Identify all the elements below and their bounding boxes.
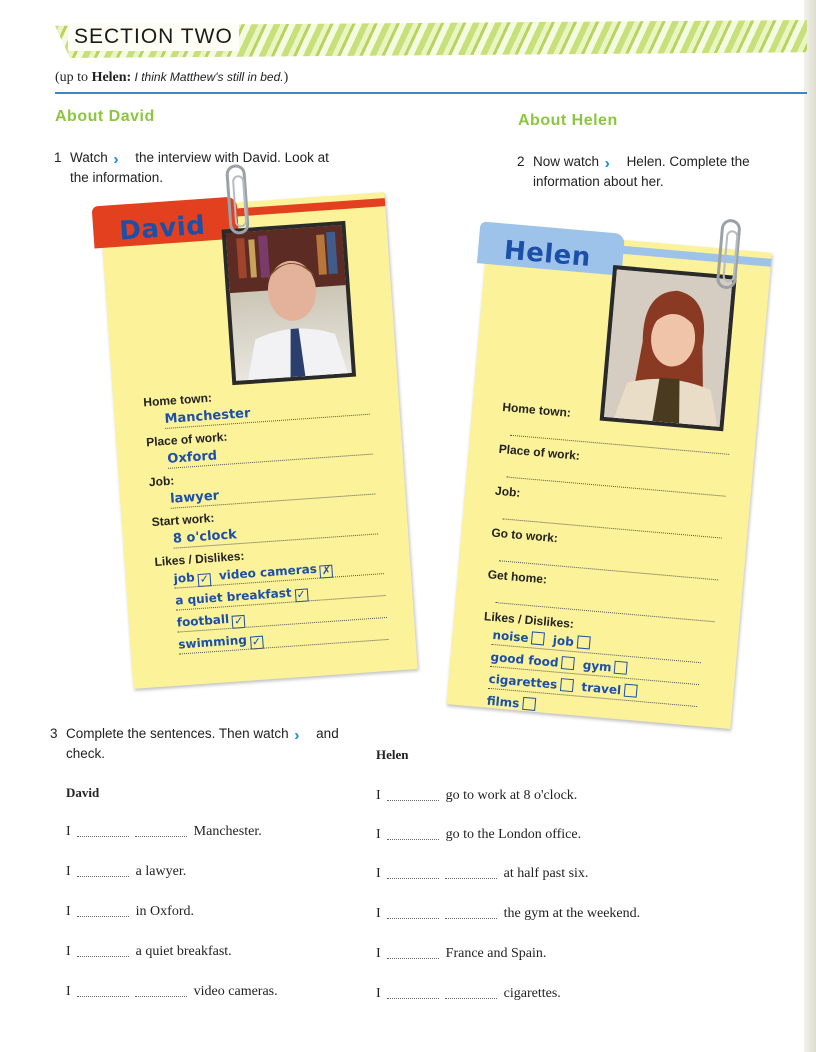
like-item: a quiet breakfast — [174, 585, 293, 608]
answer-gap[interactable] — [135, 826, 187, 837]
like-item: good food — [490, 649, 560, 670]
answer-gap[interactable] — [387, 868, 439, 879]
like-item: cigarettes — [488, 671, 558, 692]
card-name: Helen — [502, 235, 593, 274]
scope-quote: I think Matthew's still in bed. — [131, 70, 284, 84]
checkbox-icon[interactable]: ✗ — [321, 563, 332, 578]
instruction-text: the interview with David. Look at — [135, 150, 329, 165]
section-title: SECTION TWO — [68, 23, 239, 51]
checkbox-icon[interactable] — [576, 635, 590, 649]
card-tab-strip — [606, 244, 771, 266]
sentence-subject: I — [66, 824, 71, 839]
sentence-text: the gym at the weekend. — [503, 906, 641, 921]
answer-gap[interactable] — [387, 829, 439, 840]
instruction-text: check. — [66, 746, 106, 761]
like-item: job — [173, 570, 196, 586]
helen-sentence — [376, 827, 581, 843]
like-item: video cameras — [218, 561, 318, 583]
instruction-2 — [517, 152, 750, 192]
scope-name: Helen: — [91, 70, 132, 85]
answer-gap[interactable] — [77, 906, 129, 917]
david-sentence — [66, 944, 232, 960]
david-sentence — [66, 904, 194, 920]
likes-label: Likes / Dislikes: — [154, 548, 245, 570]
david-photo — [222, 221, 357, 385]
helen-photo — [600, 265, 737, 431]
answer-gap[interactable] — [135, 986, 187, 997]
checkbox-icon[interactable]: ✓ — [251, 634, 262, 649]
sentence-text: a quiet breakfast. — [135, 944, 232, 959]
sentence-text: a lawyer. — [135, 864, 187, 879]
sentence-subject: I — [376, 986, 381, 1001]
instruction-3 — [50, 724, 339, 764]
answer-gap[interactable] — [387, 908, 439, 919]
checkbox-icon[interactable] — [531, 631, 545, 645]
like-item: football — [176, 612, 230, 630]
instruction-text: the information. — [70, 170, 164, 185]
helen-profile-card — [446, 228, 772, 729]
instruction-number: 1 — [54, 150, 62, 165]
answer-gap[interactable] — [387, 790, 439, 801]
helen-sentence — [376, 986, 561, 1002]
card-name: David — [118, 210, 207, 247]
like-item: gym — [582, 657, 613, 675]
place-of-work-label: Place of work: — [498, 441, 581, 463]
start-work-value: 8 o'clock — [172, 527, 238, 547]
section-scope — [55, 70, 288, 86]
likes-row — [492, 628, 590, 650]
place-of-work-label: Place of work: — [145, 429, 228, 450]
sentence-subject: I — [376, 866, 381, 881]
job-label: Job: — [148, 473, 175, 490]
checkbox-icon[interactable] — [561, 656, 575, 670]
david-sentence — [66, 824, 262, 840]
video-watch-icon — [294, 729, 310, 743]
helen-column-heading: Helen — [376, 747, 409, 762]
video-watch-icon — [605, 157, 621, 171]
sentence-text: cigarettes. — [503, 986, 561, 1001]
instruction-text: Watch — [70, 150, 108, 165]
sentence-subject: I — [376, 788, 381, 803]
scope-suffix: ) — [283, 70, 289, 85]
like-item: noise — [491, 627, 530, 646]
scope-prefix: (up to — [55, 70, 92, 85]
answer-gap[interactable] — [387, 988, 439, 999]
david-sentence — [66, 864, 186, 880]
david-profile-card — [100, 192, 418, 689]
likes-label: Likes / Dislikes: — [483, 609, 575, 631]
sentence-subject: I — [376, 906, 381, 921]
sentence-subject: I — [66, 864, 71, 879]
helen-sentence — [376, 906, 640, 922]
sentence-text: Manchester. — [193, 824, 262, 839]
like-item: job — [552, 633, 575, 650]
answer-gap[interactable] — [77, 866, 129, 877]
paperclip-icon — [716, 218, 742, 289]
job-label: Job: — [494, 483, 521, 500]
sentence-subject: I — [376, 827, 381, 842]
answer-gap[interactable] — [445, 988, 497, 999]
likes-row — [175, 584, 308, 610]
sentence-text: at half past six. — [503, 866, 589, 881]
helen-sentence — [376, 946, 546, 962]
get-home-label: Get home: — [487, 567, 548, 587]
checkbox-icon[interactable]: ✓ — [296, 587, 307, 602]
checkbox-icon[interactable] — [624, 684, 638, 698]
place-of-work-value: Oxford — [166, 448, 218, 467]
job-value: lawyer — [169, 488, 220, 507]
answer-gap[interactable] — [445, 908, 497, 919]
instruction-text: and — [316, 726, 339, 741]
home-town-label: Home town: — [142, 390, 213, 410]
like-item: films — [486, 693, 520, 711]
like-item: travel — [580, 679, 622, 698]
about-david-heading: About David — [55, 108, 155, 125]
sentence-text: in Oxford. — [135, 904, 194, 919]
instruction-number: 3 — [50, 726, 58, 741]
sentence-text: go to work at 8 o'clock. — [445, 788, 578, 803]
answer-gap[interactable] — [77, 826, 129, 837]
home-town-value: Manchester — [164, 406, 251, 427]
instruction-text: Helen. Complete the — [626, 154, 750, 169]
go-to-work-label: Go to work: — [490, 525, 559, 546]
answer-gap[interactable] — [445, 868, 497, 879]
likes-row — [486, 694, 536, 712]
page-edge — [804, 0, 816, 1052]
checkbox-icon[interactable] — [614, 661, 628, 675]
instruction-text: information about her. — [533, 174, 664, 189]
answer-gap[interactable] — [387, 948, 439, 959]
person-photo-icon — [603, 269, 736, 431]
like-item: swimming — [177, 632, 248, 652]
answer-gap[interactable] — [77, 946, 129, 957]
david-column-heading: David — [66, 785, 100, 800]
sentence-text: France and Spain. — [445, 946, 547, 961]
checkbox-icon[interactable]: ✓ — [233, 614, 244, 628]
sentence-subject: I — [376, 946, 381, 961]
sentence-text: go to the London office. — [445, 827, 582, 842]
checkbox-icon[interactable]: ✓ — [199, 572, 210, 586]
home-town-label: Home town: — [501, 399, 572, 420]
helen-sentence — [376, 788, 577, 804]
person-photo-icon — [226, 225, 356, 386]
dotted-line — [506, 477, 725, 497]
helen-sentence — [376, 866, 588, 882]
instruction-1 — [54, 148, 329, 188]
about-helen-heading: About Helen — [518, 112, 618, 129]
sentence-subject: I — [66, 944, 71, 959]
instruction-text: Complete the sentences. Then watch — [66, 726, 289, 741]
instruction-text: Now watch — [533, 154, 600, 169]
instruction-number: 2 — [517, 154, 525, 169]
start-work-label: Start work: — [151, 510, 215, 530]
checkbox-icon[interactable] — [522, 697, 536, 711]
checkbox-icon[interactable] — [560, 678, 574, 692]
sentence-text: video cameras. — [193, 984, 278, 999]
header-rule — [55, 92, 807, 94]
sentence-subject: I — [66, 984, 71, 999]
david-sentence — [66, 984, 278, 1000]
answer-gap[interactable] — [77, 986, 129, 997]
sentence-subject: I — [66, 904, 71, 919]
video-watch-icon — [114, 153, 130, 167]
